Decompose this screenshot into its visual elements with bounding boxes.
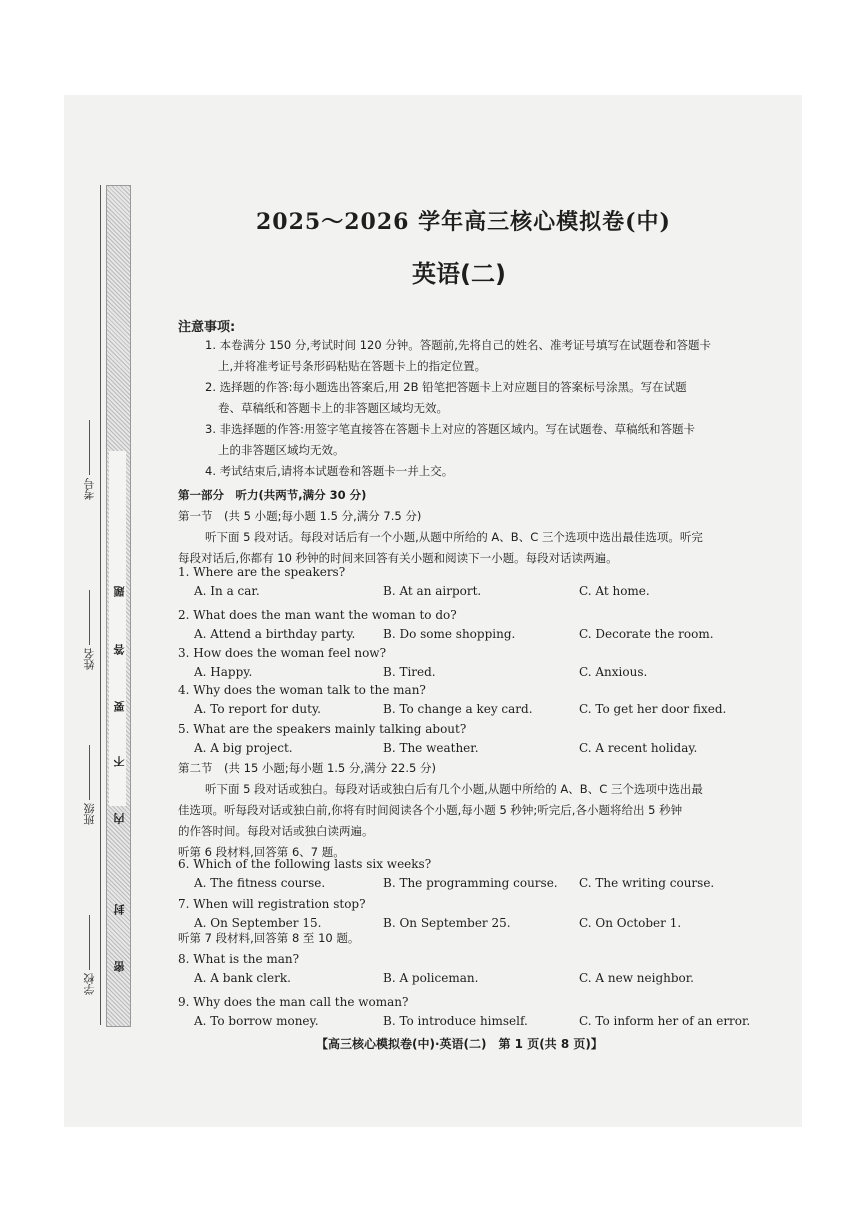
option-c: C. On October 1. [579,916,682,930]
section2-heading: 第二节 (共 15 小题;每小题 1.5 分,满分 22.5 分) [178,761,436,775]
notice-line: 3. 非选择题的作答:用签字笔直接答在答题卡上对应的答题区域内。写在试题卷、草稿纸和答题卡 [205,422,695,436]
question-stem: 8. What is the man? [178,952,300,966]
exam-subtitle: 英语(二) [412,260,506,288]
exam-number-field [82,420,98,500]
option-c: C. A new neighbor. [579,971,694,985]
page-footer: 【高三核心模拟卷(中)·英语(二) 第 1 页(共 8 页)】 [316,1037,603,1051]
question-stem: 1. Where are the speakers? [178,565,346,579]
option-b: B. The programming course. [383,876,558,890]
notice-line: 2. 选择题的作答:每小题选出答案后,用 2B 铅笔把答题卡上对应题目的答案标号涂黑。写在试题 [205,380,687,394]
option-b: B. At an airport. [383,584,482,598]
question-stem: 9. Why does the man call the woman? [178,995,409,1009]
option-c: C. The writing course. [579,876,715,890]
class-label: 班级 [83,803,96,825]
option-b: B. To change a key card. [383,702,533,716]
name-field [82,590,98,670]
section2-instructions: 佳选项。听每段对话或独白前,你将有时间阅读各个小题,每小题 5 秒钟;听完后,各小题将给出 5 秒钟 [178,803,683,817]
notice-line: 上,并将准考证号条形码粘贴在答题卡上的指定位置。 [218,359,487,373]
option-a: A. The fitness course. [194,876,326,890]
seal-char: 要 [113,701,126,712]
option-a: A. A bank clerk. [194,971,291,985]
option-a: A. On September 15. [194,916,322,930]
notice-line: 1. 本卷满分 150 分,考试时间 120 分钟。答题前,先将自己的姓名、准考证号填写在试题卷和答题卡 [205,338,711,352]
school-field [82,915,98,995]
option-c: C. A recent holiday. [579,741,698,755]
question-stem: 2. What does the man want the woman to do? [178,608,457,622]
section1-instructions: 听下面 5 段对话。每段对话后有一个小题,从题中所给的 A、B、C 三个选项中选出最佳选项。听完 [205,530,703,544]
option-c: C. To get her door fixed. [579,702,727,716]
material-6-note: 听第 6 段材料,回答第 6、7 题。 [178,845,345,859]
option-c: C. Anxious. [579,665,648,679]
question-stem: 3. How does the woman feel now? [178,646,387,660]
material-7-note: 听第 7 段材料,回答第 8 至 10 题。 [178,931,360,945]
option-c: C. Decorate the room. [579,627,714,641]
exam-number-label: 考号 [83,478,96,500]
seal-char: 不 [113,756,126,767]
seal-char: 密 [113,961,126,972]
section1-instructions: 每段对话后,你都有 10 秒钟的时间来回答有关小题和阅读下一小题。每段对话读两遍。 [178,551,618,565]
notice-line: 卷、草稿纸和答题卡上的非答题区域均无效。 [218,401,448,415]
option-b: B. Tired. [383,665,436,679]
option-b: B. On September 25. [383,916,511,930]
option-b: B. The weather. [383,741,479,755]
notice-heading: 注意事项: [178,320,236,335]
notice-line: 上的非答题区域均无效。 [218,443,345,457]
exam-title: 2025～2026 学年高三核心模拟卷(中) [256,209,671,235]
option-a: A. A big project. [194,741,293,755]
notice-line: 4. 考试结束后,请将本试题卷和答题卡一并上交。 [205,464,454,478]
seal-char: 答 [113,644,126,655]
seal-char: 封 [113,904,126,915]
binding-line [100,185,101,1025]
option-b: B. Do some shopping. [383,627,516,641]
seal-char: 题 [113,586,126,597]
option-a: A. To borrow money. [194,1014,319,1028]
section2-instructions: 的作答时间。每段对话或独白读两遍。 [178,824,374,838]
seal-strip [106,185,131,1027]
seal-char: 内 [113,813,126,824]
option-a: A. To report for duty. [194,702,321,716]
option-b: B. A policeman. [383,971,479,985]
class-field [82,745,98,825]
section2-instructions: 听下面 5 段对话或独白。每段对话或独白后有几个小题,从题中所给的 A、B、C 三个选项中选出最 [205,782,703,796]
question-stem: 7. When will registration stop? [178,897,366,911]
part1-heading: 第一部分 听力(共两节,满分 30 分) [178,488,367,502]
option-c: C. To inform her of an error. [579,1014,751,1028]
name-label: 姓名 [83,648,96,670]
option-a: A. Happy. [194,665,253,679]
question-stem: 5. What are the speakers mainly talking about? [178,722,467,736]
option-c: C. At home. [579,584,650,598]
option-a: A. Attend a birthday party. [194,627,356,641]
question-stem: 4. Why does the woman talk to the man? [178,683,426,697]
question-stem: 6. Which of the following lasts six weeks? [178,857,432,871]
school-label: 学校 [83,973,96,995]
section1-heading: 第一节 (共 5 小题;每小题 1.5 分,满分 7.5 分) [178,509,422,523]
option-a: A. In a car. [194,584,260,598]
option-b: B. To introduce himself. [383,1014,528,1028]
